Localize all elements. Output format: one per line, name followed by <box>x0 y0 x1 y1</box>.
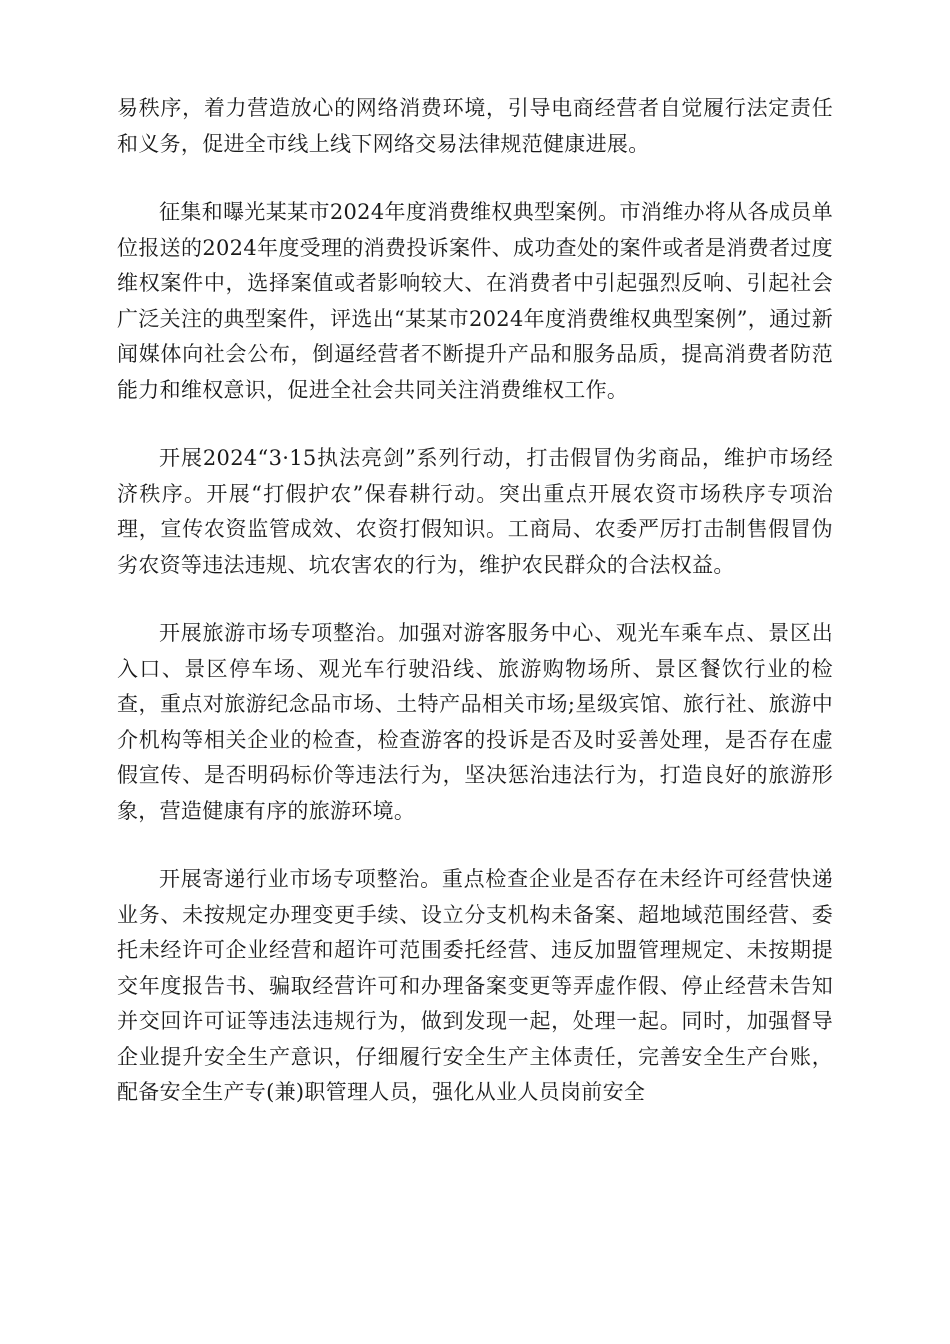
paragraph-continuation: 易秩序，着力营造放心的网络消费环境，引导电商经营者自觉履行法定责任和义务，促进全市线上线下网络交易法律规范健康进展。 <box>117 96 833 156</box>
paragraph-315-enforcement: 开展2024“3·15执法亮剑”系列行动，打击假冒伪劣商品，维护市场经济秩序。开展“打假护农”保春耕行动。突出重点开展农资市场秩序专项治理，宣传农资监管成效、农资打假知识。工商局、农委严厉打击制售假冒伪劣农资等违法违规、坑农害农的行为，维护农民群众的合法权益。 <box>117 446 833 577</box>
paragraph-tourism-market: 开展旅游市场专项整治。加强对游客服务中心、观光车乘车点、景区出入口、景区停车场、观光车行驶沿线、旅游购物场所、景区餐饮行业的检查，重点对旅游纪念品市场、土特产品相关市场;星级宾馆、旅行社、旅游中介机构等相关企业的检查，检查游客的投诉是否及时妥善处理，是否存在虚假宣传、是否明码标价等违法行为，坚决惩治违法行为，打造良好的旅游形象，营造健康有序的旅游环境。 <box>117 621 833 823</box>
paragraph-consumer-rights-cases: 征集和曝光某某市2024年度消费维权典型案例。市消维办将从各成员单位报送的2024年度受理的消费投诉案件、成功查处的案件或者是消费者过度维权案件中，选择案值或者影响较大、在消费者中引起强烈反响、引起社会广泛关注的典型案件，评选出“某某市2024年度消费维权典型案例”，通过新闻媒体向社会公布，倒逼经营者不断提升产品和服务品质，提高消费者防范能力和维权意识，促进全社会共同关注消费维权工作。 <box>117 200 833 402</box>
paragraph-delivery-industry: 开展寄递行业市场专项整治。重点检查企业是否存在未经许可经营快递业务、未按规定办理变更手续、设立分支机构未备案、超地域范围经营、委托未经许可企业经营和超许可范围委托经营、违反加盟管理规定、未按期提交年度报告书、骗取经营许可和办理备案变更等弄虚作假、停止经营未告知并交回许可证等违法违规行为，做到发现一起，处理一起。同时，加强督导企业提升安全生产意识，仔细履行安全生产主体责任，完善安全生产台账，配备安全生产专(兼)职管理人员，强化从业人员岗前安全 <box>117 867 833 1104</box>
document-body <box>117 91 833 1144</box>
